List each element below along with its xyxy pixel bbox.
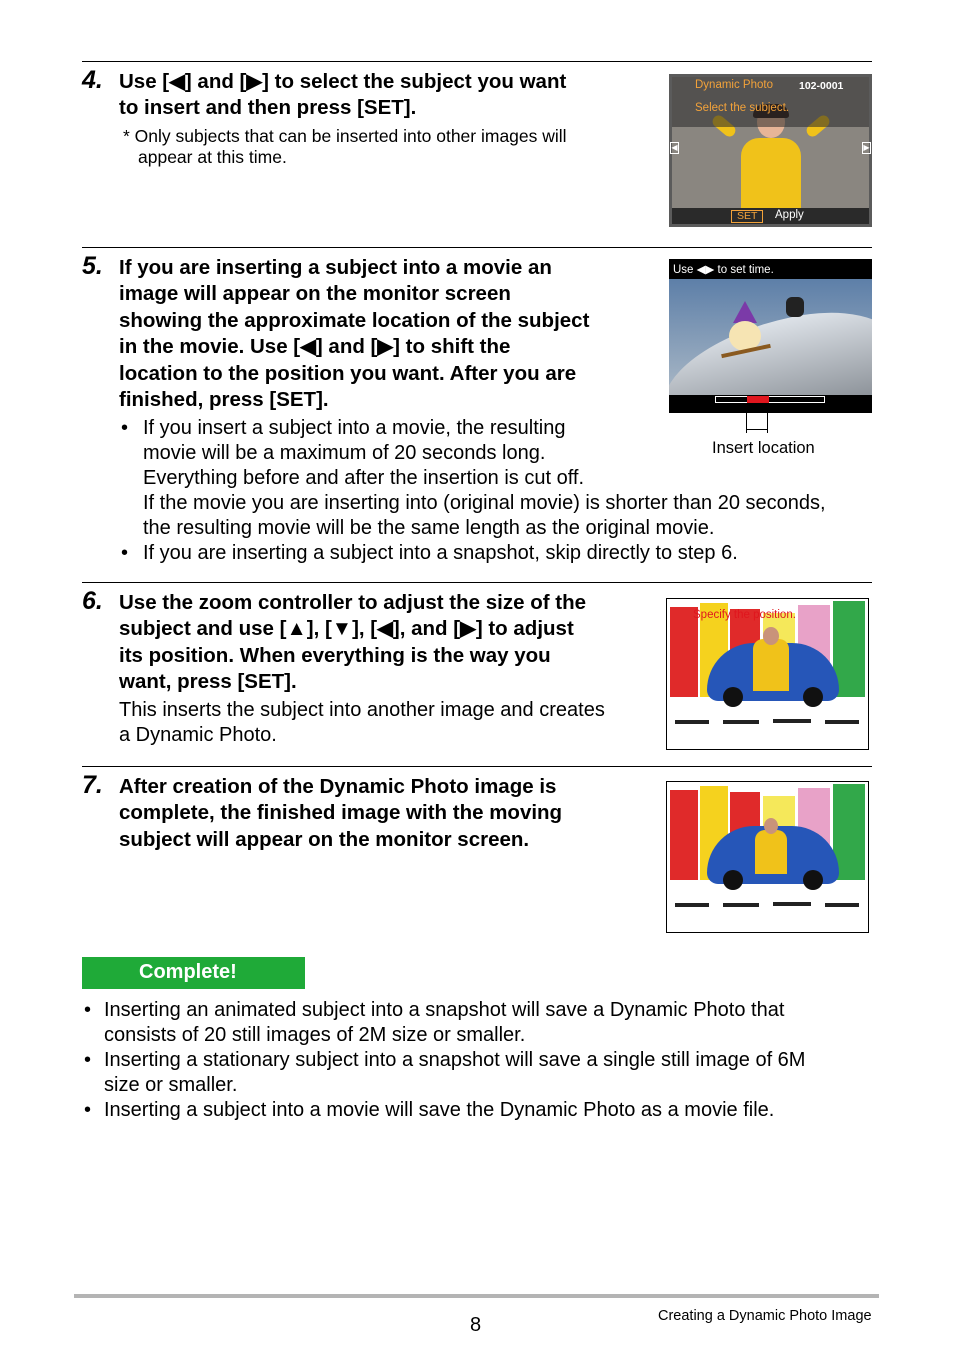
heading-line: If you are inserting a subject into a movie an — [119, 256, 552, 279]
step-heading — [119, 774, 562, 853]
step-number: 7. — [82, 771, 103, 799]
bullet-line: If the movie you are inserting into (original movie) is shorter than 20 seconds, — [143, 492, 826, 514]
snowboarder — [786, 297, 804, 317]
complete-banner — [82, 957, 305, 989]
step-heading — [119, 590, 586, 696]
step-number: 5. — [82, 252, 103, 280]
bullet-dot: • — [121, 542, 129, 564]
heading-line: its position. When everything is the way you — [119, 643, 551, 667]
heading-line: finished, press [SET]. — [119, 388, 329, 412]
camera-screen-movie-location — [669, 259, 872, 413]
bullet-line: Everything before and after the insertion is cut off. — [143, 467, 584, 489]
step-body — [119, 698, 605, 748]
bullet-line: Inserting a subject into a movie will save the Dynamic Photo as a movie file. — [104, 1099, 775, 1121]
screen-title: Dynamic Photo — [695, 79, 773, 91]
city-drawing — [667, 782, 868, 932]
file-number: 102-0001 — [799, 80, 844, 92]
camera-screen-finished — [666, 781, 869, 933]
heading-line: Use [◀] and [▶] to select the subject you want — [119, 70, 567, 93]
caption-bracket — [746, 413, 768, 433]
step-number: 6. — [82, 587, 103, 615]
note-line: appear at this time. — [138, 147, 287, 167]
heading-line: location to the position you want. After you are — [119, 361, 577, 385]
bullet-item — [84, 1048, 864, 1098]
heading-line: subject and use [▲], [▼], [◀], and [▶] to adjust — [119, 617, 574, 641]
bullet-line: size or smaller. — [104, 1074, 238, 1096]
screen-prompt: Use ◀▶ to set time. — [673, 264, 774, 276]
heading-line: image will appear on the monitor screen — [119, 282, 511, 306]
step-heading — [119, 255, 589, 413]
left-arrow-icon: ◀ — [671, 143, 678, 152]
bullet-item — [121, 416, 861, 546]
step-note — [123, 126, 567, 168]
heading-line: complete, the finished image with the moving — [119, 801, 563, 825]
body-line: a Dynamic Photo. — [119, 724, 277, 746]
inserted-subject — [753, 639, 789, 691]
heading-line: in the movie. Use [◀] and [▶] to shift the — [119, 335, 511, 359]
heading-line: to insert and then press [SET]. — [119, 96, 417, 120]
screen-prompt: Specify the position. — [693, 609, 796, 621]
bullet-dot: • — [84, 999, 92, 1021]
set-button-label: SET — [731, 210, 763, 223]
time-bar — [715, 396, 825, 403]
complete-label: Complete! — [139, 961, 237, 983]
camera-screen-position-subject — [666, 598, 869, 750]
heading-line: Use the zoom controller to adjust the size of the — [119, 591, 586, 614]
section-divider — [82, 766, 872, 767]
page-number: 8 — [470, 1314, 482, 1336]
heading-line: After creation of the Dynamic Photo image is — [119, 775, 557, 798]
apply-label: Apply — [775, 209, 804, 221]
section-divider — [82, 61, 872, 62]
bullet-line: If you are inserting a subject into a snapshot, skip directly to step 6. — [143, 542, 738, 564]
body-line: This inserts the subject into another image and creates — [119, 699, 605, 721]
heading-line: showing the approximate location of the subject — [119, 308, 590, 332]
bullet-dot: • — [121, 417, 129, 439]
bullet-dot: • — [84, 1099, 92, 1121]
bullet-item — [84, 998, 864, 1048]
section-divider — [82, 247, 872, 248]
heading-line: subject will appear on the monitor screen. — [119, 827, 530, 851]
right-arrow-icon: ▶ — [863, 143, 870, 152]
bullet-line: consists of 20 still images of 2M size or smaller. — [104, 1024, 526, 1046]
city-drawing — [667, 599, 868, 749]
bullet-line: Inserting a stationary subject into a snapshot will save a single still image of 6M — [104, 1049, 806, 1071]
step-number: 4. — [82, 66, 103, 94]
step-heading — [119, 69, 566, 122]
bullet-line: movie will be a maximum of 20 seconds long. — [143, 442, 546, 464]
insert-location-marker — [747, 396, 769, 403]
bullet-item — [121, 541, 861, 567]
camera-screen-select-subject — [669, 74, 872, 227]
footer-rule — [74, 1294, 879, 1298]
bullet-dot: • — [84, 1049, 92, 1071]
bullet-line: If you insert a subject into a movie, the resulting — [143, 417, 566, 439]
section-title: Creating a Dynamic Photo Image — [658, 1308, 872, 1324]
note-line: * Only subjects that can be inserted into other images will — [123, 126, 567, 146]
screen-prompt: Select the subject. — [695, 102, 789, 114]
witch-character — [721, 301, 771, 359]
screen-caption: Insert location — [712, 439, 815, 457]
bullet-line: the resulting movie will be the same length as the original movie. — [143, 517, 715, 539]
bullet-line: Inserting an animated subject into a snapshot will save a Dynamic Photo that — [104, 999, 785, 1021]
inserted-subject — [755, 830, 787, 874]
bullet-item — [84, 1098, 864, 1124]
heading-line: want, press [SET]. — [119, 670, 297, 694]
section-divider — [82, 582, 872, 583]
